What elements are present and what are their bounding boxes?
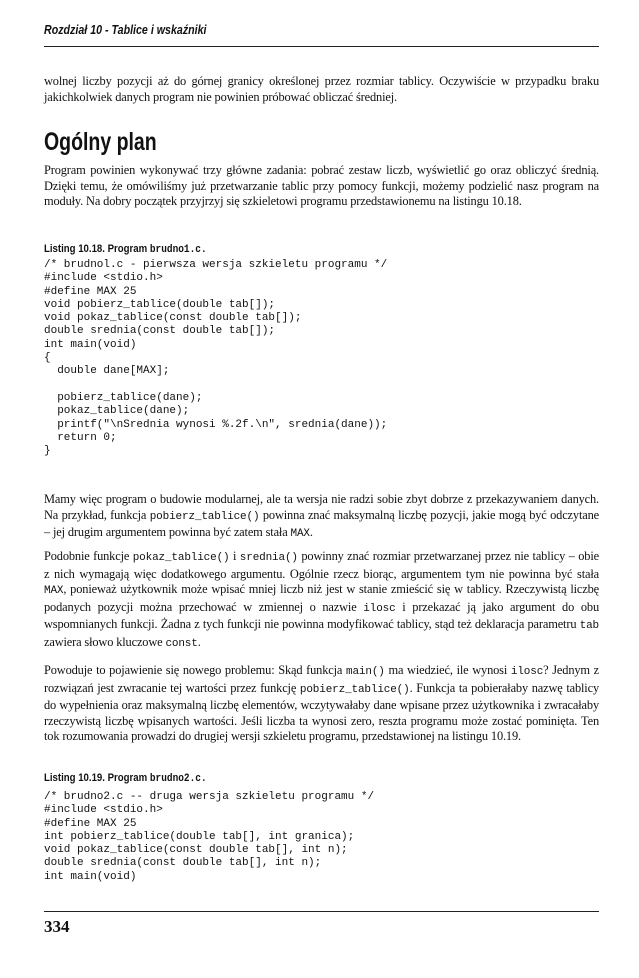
code-line: void pobierz_tablice(double tab[]); — [44, 298, 276, 311]
paragraph-modular — [44, 492, 599, 543]
inline-code: MAX — [290, 528, 310, 541]
paragraph-functions — [44, 549, 599, 653]
listing-label: Listing 10.19. Program — [44, 772, 150, 784]
code-line: #define MAX 25 — [44, 285, 137, 298]
inline-code: pobierz_tablice() — [299, 683, 410, 696]
text-run: i przekazać ją jako argument do obu wspomnianych funkcji. Żadna z tych funkcji nie powinna modyfikować tablicy, stąd też deklaracja parametru — [44, 599, 599, 632]
paragraph-problem — [44, 663, 599, 745]
code-line: } — [44, 445, 51, 458]
text-run: i — [229, 549, 240, 563]
listing-caption-10-19 — [44, 772, 207, 785]
code-line: int main(void) — [44, 870, 137, 883]
section-heading: Ogólny plan — [44, 128, 157, 156]
paragraph-plan: Program powinien wykonywać trzy główne zadania: pobrać zestaw liczb, wyświetlić go oraz obliczyć średnią. Dzięki temu, że omówiliśmy już przetwarzanie tablic przy pomocy funkcji, możemy podzielić nasz program na moduły. Na dobry początek przyjrzyj się szkieletowi programu przedstawionemu na listingu 10.18. — [44, 163, 599, 209]
code-line: #include <stdio.h> — [44, 804, 163, 817]
text-run: powinny znać rozmiar przetwarzanej przez nie tablicy – obie z nich wymagają więc dodatkowego argumentu. Ogólnie rzecz biorąc, argumentem tym nie powinna być stała — [44, 549, 599, 581]
code-line: { — [44, 352, 51, 365]
inline-code: tab — [579, 620, 599, 633]
text-run: . Funkcja ta pobierałaby nazwę tablicy do wypełnienia oraz maksymalną liczbę elementów, wczytywałaby dane wpisane przez użytkownika i zwracałaby rzeczywistą liczbę wpisanych wartości. Jeśli liczba ta wynosi zero, reszta programu może zostać pominięta. Ten tok rozumowania prowadzi do drugiej wersji szkieletu programu, przedstawionej na listingu 10.19. — [44, 680, 599, 744]
inline-code: main() — [346, 666, 385, 678]
code-line: double dane[MAX]; — [44, 365, 170, 378]
code-line: int pobierz_tablice(double tab[], int granica); — [44, 830, 355, 843]
text-run: ma wiedzieć, ile wynosi — [384, 663, 511, 677]
code-line: pokaz_tablice(dane); — [44, 405, 190, 418]
text-run: ? Jednym z rozwiązań jest zwracanie tej wartości przez funkcję — [44, 663, 600, 695]
text-run: Mamy więc program o budowie modularnej, ale ta wersja nie radzi sobie zbyt dobrze z przekazywaniem danych. Na przykład, funkcja — [44, 492, 599, 522]
text-run: Podobnie funkcje — [44, 549, 133, 563]
footer-rule — [44, 911, 599, 912]
code-listing-10-18 — [44, 259, 599, 458]
text-run: zawiera słowo kluczowe — [44, 634, 166, 649]
code-line: printf("\nSrednia wynosi %.2f.\n", srednia(dane)); — [44, 418, 388, 431]
listing-filename: brudno1.c. — [149, 244, 207, 256]
inline-code: pokaz_tablice() — [132, 552, 230, 564]
inline-code: ilosc — [510, 666, 544, 678]
code-line: return 0; — [44, 431, 117, 444]
text-run: powinna znać maksymalną liczbę pozycji, jakie mogą być odczytane – jej drugim argumentem powinna być zatem stała — [44, 507, 599, 540]
inline-code: const — [165, 637, 198, 650]
code-listing-10-19 — [44, 791, 599, 884]
header-rule — [44, 46, 599, 47]
text-run: . — [197, 634, 201, 649]
inline-code: pobierz_tablice() — [149, 510, 260, 523]
text-run: . — [309, 525, 313, 540]
code-line: void pokaz_tablice(const double tab[]); — [44, 312, 302, 325]
code-line: #include <stdio.h> — [44, 272, 163, 285]
text-run: , ponieważ użytkownik może wpisać mniej liczb niż jest w stanie zmieścić się w tablicy. Rzeczywistą liczbę podanych pozycji można przechować w zmiennej o nazwie — [44, 582, 599, 614]
listing-caption-10-18 — [44, 243, 207, 256]
code-line: /* brudnol.c - pierwsza wersja szkieletu programu */ — [44, 259, 388, 271]
inline-code: ilosc — [363, 602, 396, 615]
code-line: double srednia(const double tab[], int n); — [44, 857, 322, 870]
inline-code: MAX — [44, 585, 64, 598]
text-run: Powoduje to pojawienie się nowego problemu: Skąd funkcja — [44, 663, 347, 677]
code-line: void pokaz_tablice(const double tab[], int n); — [44, 844, 348, 857]
code-line: double srednia(const double tab[]); — [44, 325, 276, 338]
intro-paragraph: wolnej liczby pozycji aż do górnej granicy określonej przez rozmiar tablicy. Oczywiście w przypadku braku jakichkolwiek danych program nie powinien próbować obliczać średniej. — [44, 74, 599, 104]
listing-filename: brudno2.c. — [149, 773, 207, 785]
code-line — [44, 379, 599, 392]
page-number: 334 — [44, 917, 70, 936]
running-head: Rozdział 10 - Tablice i wskaźniki — [44, 22, 207, 37]
listing-label: Listing 10.18. Program — [44, 243, 150, 255]
inline-code: srednia() — [239, 552, 298, 564]
code-line: int main(void) — [44, 338, 137, 351]
code-line: /* brudno2.c -- druga wersja szkieletu programu */ — [44, 791, 375, 803]
code-line: #define MAX 25 — [44, 817, 137, 830]
code-line: pobierz_tablice(dane); — [44, 391, 203, 404]
